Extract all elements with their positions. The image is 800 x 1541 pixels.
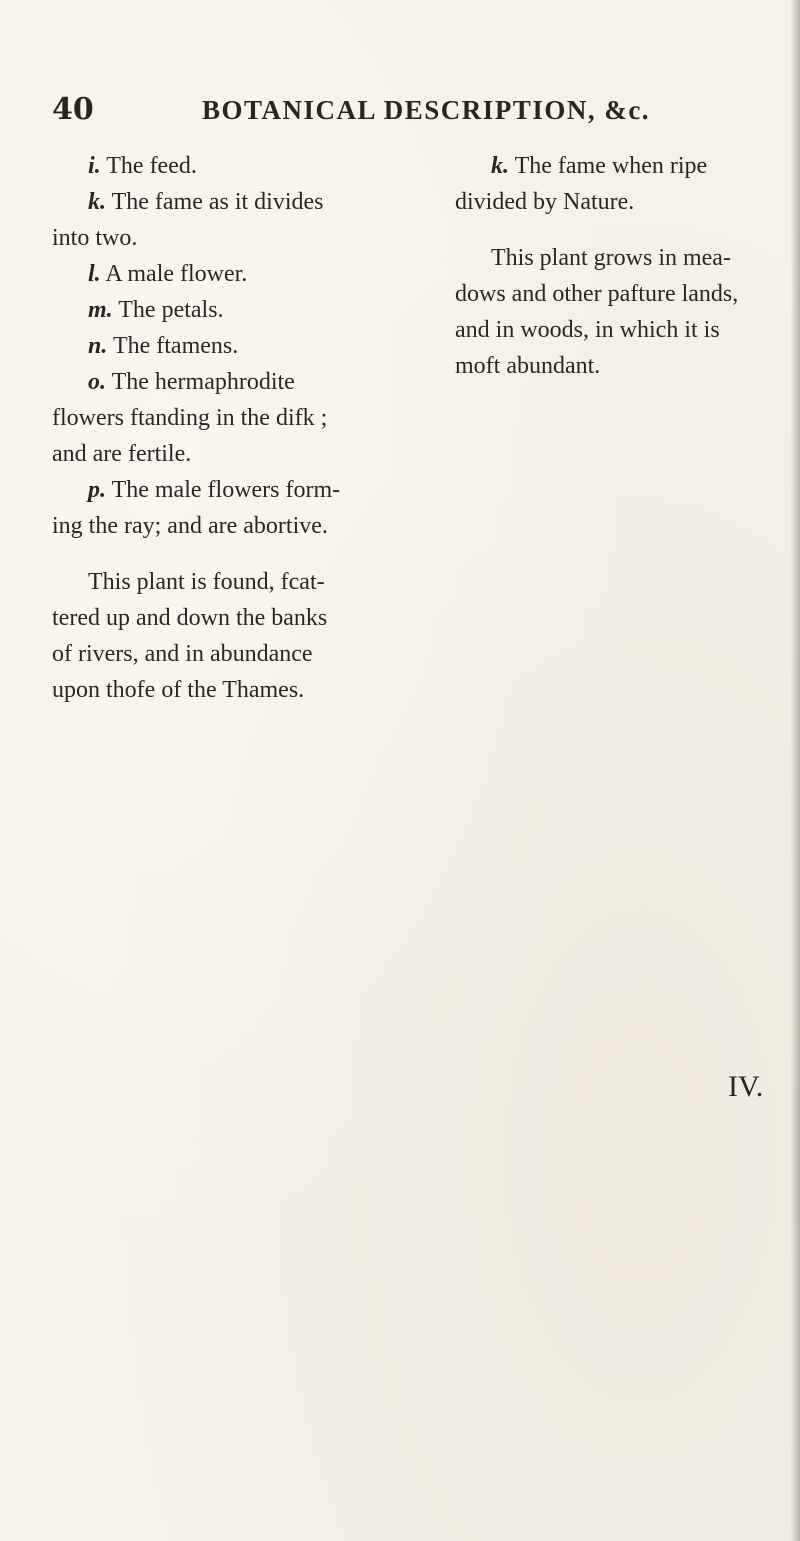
entry-k-right bbox=[455, 148, 785, 184]
entry-continuation: flowers ftanding in the difk ; bbox=[52, 405, 328, 431]
entry-continuation: into two. bbox=[52, 225, 138, 251]
entry-l bbox=[52, 256, 427, 292]
paragraph-line: This plant is found, fcat- bbox=[88, 569, 325, 595]
entry-continuation: ing the ray; and are abortive. bbox=[52, 513, 328, 539]
entry-text: The hermaphrodite bbox=[111, 369, 295, 395]
entry-p bbox=[52, 472, 427, 508]
entry-letter: k. bbox=[491, 153, 509, 179]
entry-text: The ftamens. bbox=[112, 333, 239, 359]
entry-text: The fame when ripe bbox=[514, 153, 708, 179]
entry-m bbox=[52, 292, 427, 328]
paragraph-line: tered up and down the banks bbox=[52, 605, 328, 631]
page-edge-shadow bbox=[790, 0, 800, 1541]
entry-text: A male flower. bbox=[105, 261, 248, 287]
entry-letter: n. bbox=[88, 333, 108, 359]
entry-text: The petals. bbox=[118, 297, 224, 323]
entry-continuation: and are fertile. bbox=[52, 441, 192, 467]
paragraph-line: dows and other pafture lands, bbox=[455, 281, 739, 307]
paragraph-line: This plant grows in mea- bbox=[491, 245, 731, 271]
entry-letter: k. bbox=[88, 189, 106, 215]
entry-text: The feed. bbox=[106, 153, 197, 179]
paragraph-line: and in woods, in which it is bbox=[455, 317, 720, 343]
entry-text: The fame as it divides bbox=[111, 189, 324, 215]
entry-letter: l. bbox=[88, 261, 101, 287]
entry-letter: m. bbox=[88, 297, 113, 323]
entry-text: The male flowers form- bbox=[111, 477, 341, 503]
entry-letter: i. bbox=[88, 153, 101, 179]
entry-letter: p. bbox=[88, 477, 106, 503]
entry-k bbox=[52, 184, 427, 220]
entry-continuation: divided by Nature. bbox=[455, 189, 635, 215]
paragraph-line: upon thofe of the Thames. bbox=[52, 677, 305, 703]
entry-o bbox=[52, 364, 427, 400]
paragraph-line: moft abundant. bbox=[455, 353, 601, 379]
entry-i bbox=[52, 148, 427, 184]
entry-letter: o. bbox=[88, 369, 106, 395]
running-head: BOTANICAL DESCRIPTION, &c. bbox=[202, 95, 651, 125]
entry-n bbox=[52, 328, 427, 364]
catchword: IV. bbox=[728, 1070, 764, 1103]
left-column bbox=[52, 148, 427, 708]
page-header bbox=[52, 92, 762, 132]
page-number: 40 bbox=[52, 92, 94, 127]
right-column bbox=[455, 148, 785, 384]
paragraph-line: of rivers, and in abundance bbox=[52, 641, 313, 667]
